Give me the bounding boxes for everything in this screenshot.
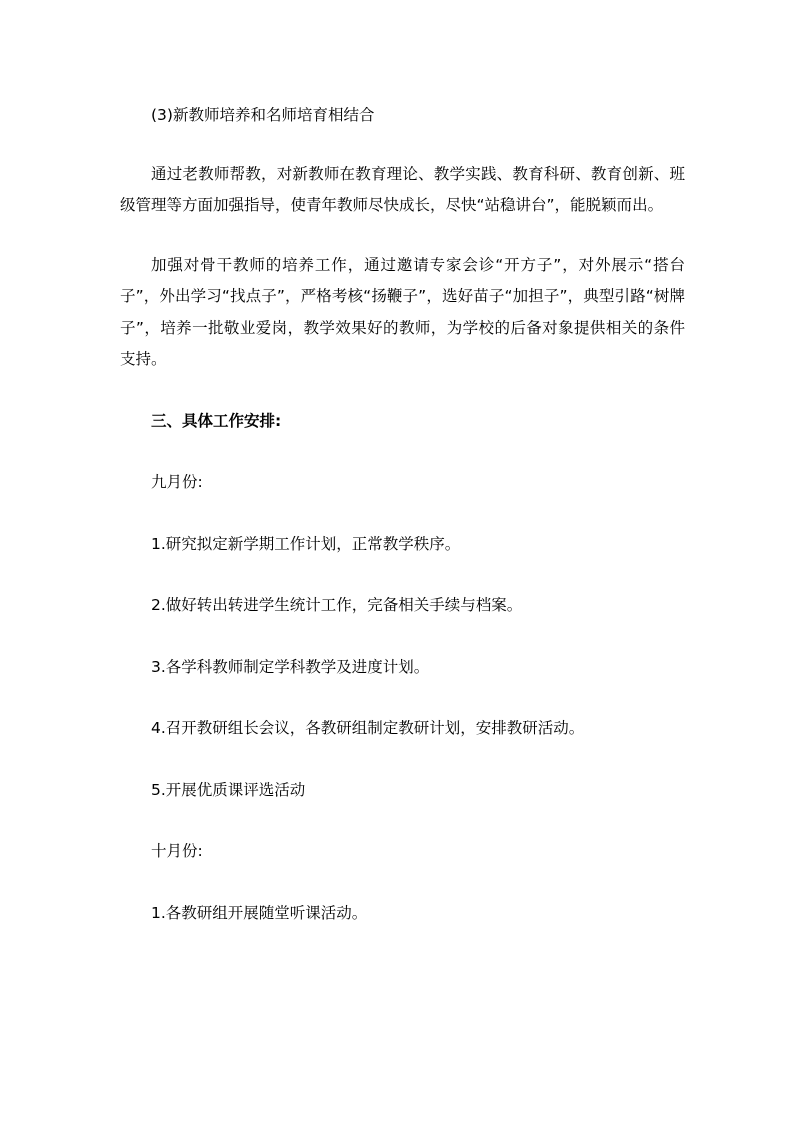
paragraph-mentoring: 通过老教师帮教，对新教师在教育理论、教学实践、教育科研、教育创新、班级管理等方面加强指导，使青年教师尽快成长，尽快“站稳讲台”，能脱颖而出。 [120,164,685,214]
list-item: 2.做好转出转进学生统计工作，完备相关手续与档案。 [151,596,523,614]
section-title: 三、具体工作安排: [151,411,282,430]
subheading: (3)新教师培养和名师培育相结合 [151,106,375,124]
list-item: 3.各学科教师制定学科教学及进度计划。 [151,657,430,676]
list-item: 5.开展优质课评选活动 [151,780,306,799]
list-item: 1.研究拟定新学期工作计划，正常教学秩序。 [151,534,461,553]
document-body [120,100,685,929]
list-item: 4.召开教研组长会议，各教研组制定教研计划，安排教研活动。 [151,719,585,737]
paragraph-backbone-teachers: 加强对骨干教师的培养工作，通过邀请专家会诊“开方子”，对外展示“搭台子”，外出学习“找点子”，严格考核“扬鞭子”，选好苗子“加担子”，典型引路“树牌子”，培养一批敬业爱岗，教学效果好的教师，为学校的后备对象提供相关的条件支持。 [120,255,685,368]
list-item: 1.各教研组开展随堂听课活动。 [151,903,368,922]
month-label-september: 九月份: [151,473,203,491]
month-label-october: 十月份: [151,842,203,860]
